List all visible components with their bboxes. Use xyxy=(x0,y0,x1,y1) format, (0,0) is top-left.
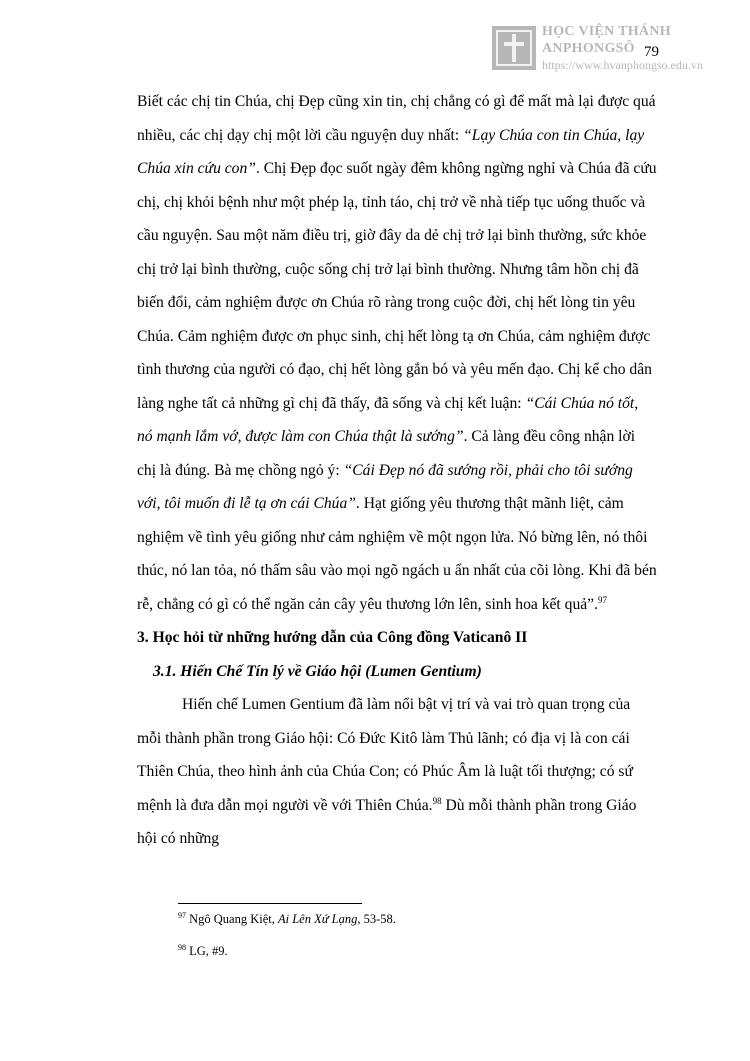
footnote-ref-97[interactable]: 97 xyxy=(597,594,607,605)
footnote-98: $^{98}$ LG, #9. xyxy=(178,942,228,958)
watermark-url: https://www.hvanphongso.edu.vn xyxy=(542,57,703,72)
page-number: 79 xyxy=(644,44,659,60)
quote-prayer: “Lạy Chúa con tin Chúa, lạy Chúa xin cứu con” xyxy=(137,126,645,177)
body-text xyxy=(137,85,657,856)
paragraph-1: Biết các chị tin Chúa, chị Đẹp cũng xin tin, chị chẳng có gì để mất mà lại được quá nhiều, các chị dạy chị một lời cầu nguyện duy nhất: “Lạy Chúa con tin Chúa, lạy Chúa xin cứu con”. Chị Đẹp đọc suốt ngày đêm không ngừng nghỉ và Chúa đã cứu chị, chị khỏi bệnh như một phép lạ, tỉnh táo, chị trở về nhà tiếp tục uống thuốc và cầu nguyện. Sau một năm điều trị, giờ đây da dẻ chị trở lại bình thường, sức khỏe chị trở lại bình thường, cuộc sống chị trở lại bình thường. Nhưng tâm hồn chị đã biến đổi, cảm nghiệm được ơn Chúa rõ ràng trong cuộc đời, chị hết lòng tin yêu Chúa. Cảm nghiệm được ơn phục sinh, chị hết lòng tạ ơn Chúa, cảm nghiệm được tình thương của người có đạo, chị hết lòng gắn bó và yêu mến đạo. Chị kể cho dân làng nghe tất cả những gì chị đã thấy, đã sống và chị kết luận: “Cái Chúa nó tốt, nó mạnh lắm vớ, được làm con Chúa thật là sướng”. Cả làng đều công nhận lời chị là đúng. Bà mẹ chồng ngỏ ý: “Cái Đẹp nó đã sướng rồi, phải cho tôi sướng với, tôi muốn đi lễ tạ ơn cái Chúa”. Hạt giống yêu thương thật mãnh liệt, cảm nghiệm về tình yêu giống như cảm nghiệm về một ngọn lửa. Nó bừng lên, nó thôi thúc, nó lan tỏa, nó thấm sâu vào mọi ngõ ngách u ẩn nhất của cõi lòng. Khi đã bén rễ, chẳng có gì có thể ngăn cản cây yêu thương lớn lên, sinh hoa kết quả”.$^{97}$ xyxy=(137,93,657,613)
quote-conclusion: “Cái Chúa nó tốt, nó mạnh lắm vớ, được làm con Chúa thật là sướng” xyxy=(137,394,639,445)
subsection-heading: 3.1. Hiến Chế Tín lý về Giáo hội (Lumen Gentium) xyxy=(153,662,482,680)
footnote-ref-98[interactable]: 98 xyxy=(432,795,442,806)
academy-logo-icon xyxy=(492,26,536,70)
paragraph-2: Hiến chế Lumen Gentium đã làm nổi bật vị trí và vai trò quan trọng của mỗi thành phần trong Giáo hội: Có Đức Kitô làm Thủ lãnh; có địa vị là con cái Thiên Chúa, theo hình ảnh của Chúa Con; có Phúc Âm là luật tối thượng; có sứ mệnh là đưa dẫn mọi người về với Thiên Chúa.$^{98}$ Dù mỗi thành phần trong Giáo hội có những xyxy=(137,696,637,847)
watermark xyxy=(492,24,728,72)
quote-mother-in-law: “Cái Đẹp nó đã sướng rồi, phải cho tôi sướng với, tôi muốn đi lễ tạ ơn cái Chúa” xyxy=(137,461,633,512)
section-heading: 3. Học hỏi từ những hướng dẫn của Công đồng Vaticanô II xyxy=(137,629,528,646)
watermark-name: HỌC VIỆN THÁNH ANPHONGSÔ xyxy=(542,23,671,56)
footnote-97: $^{97}$ Ngô Quang Kiệt, Ai Lên Xứ Lạng, 53-58. xyxy=(178,910,396,926)
footnote-separator xyxy=(178,903,362,904)
